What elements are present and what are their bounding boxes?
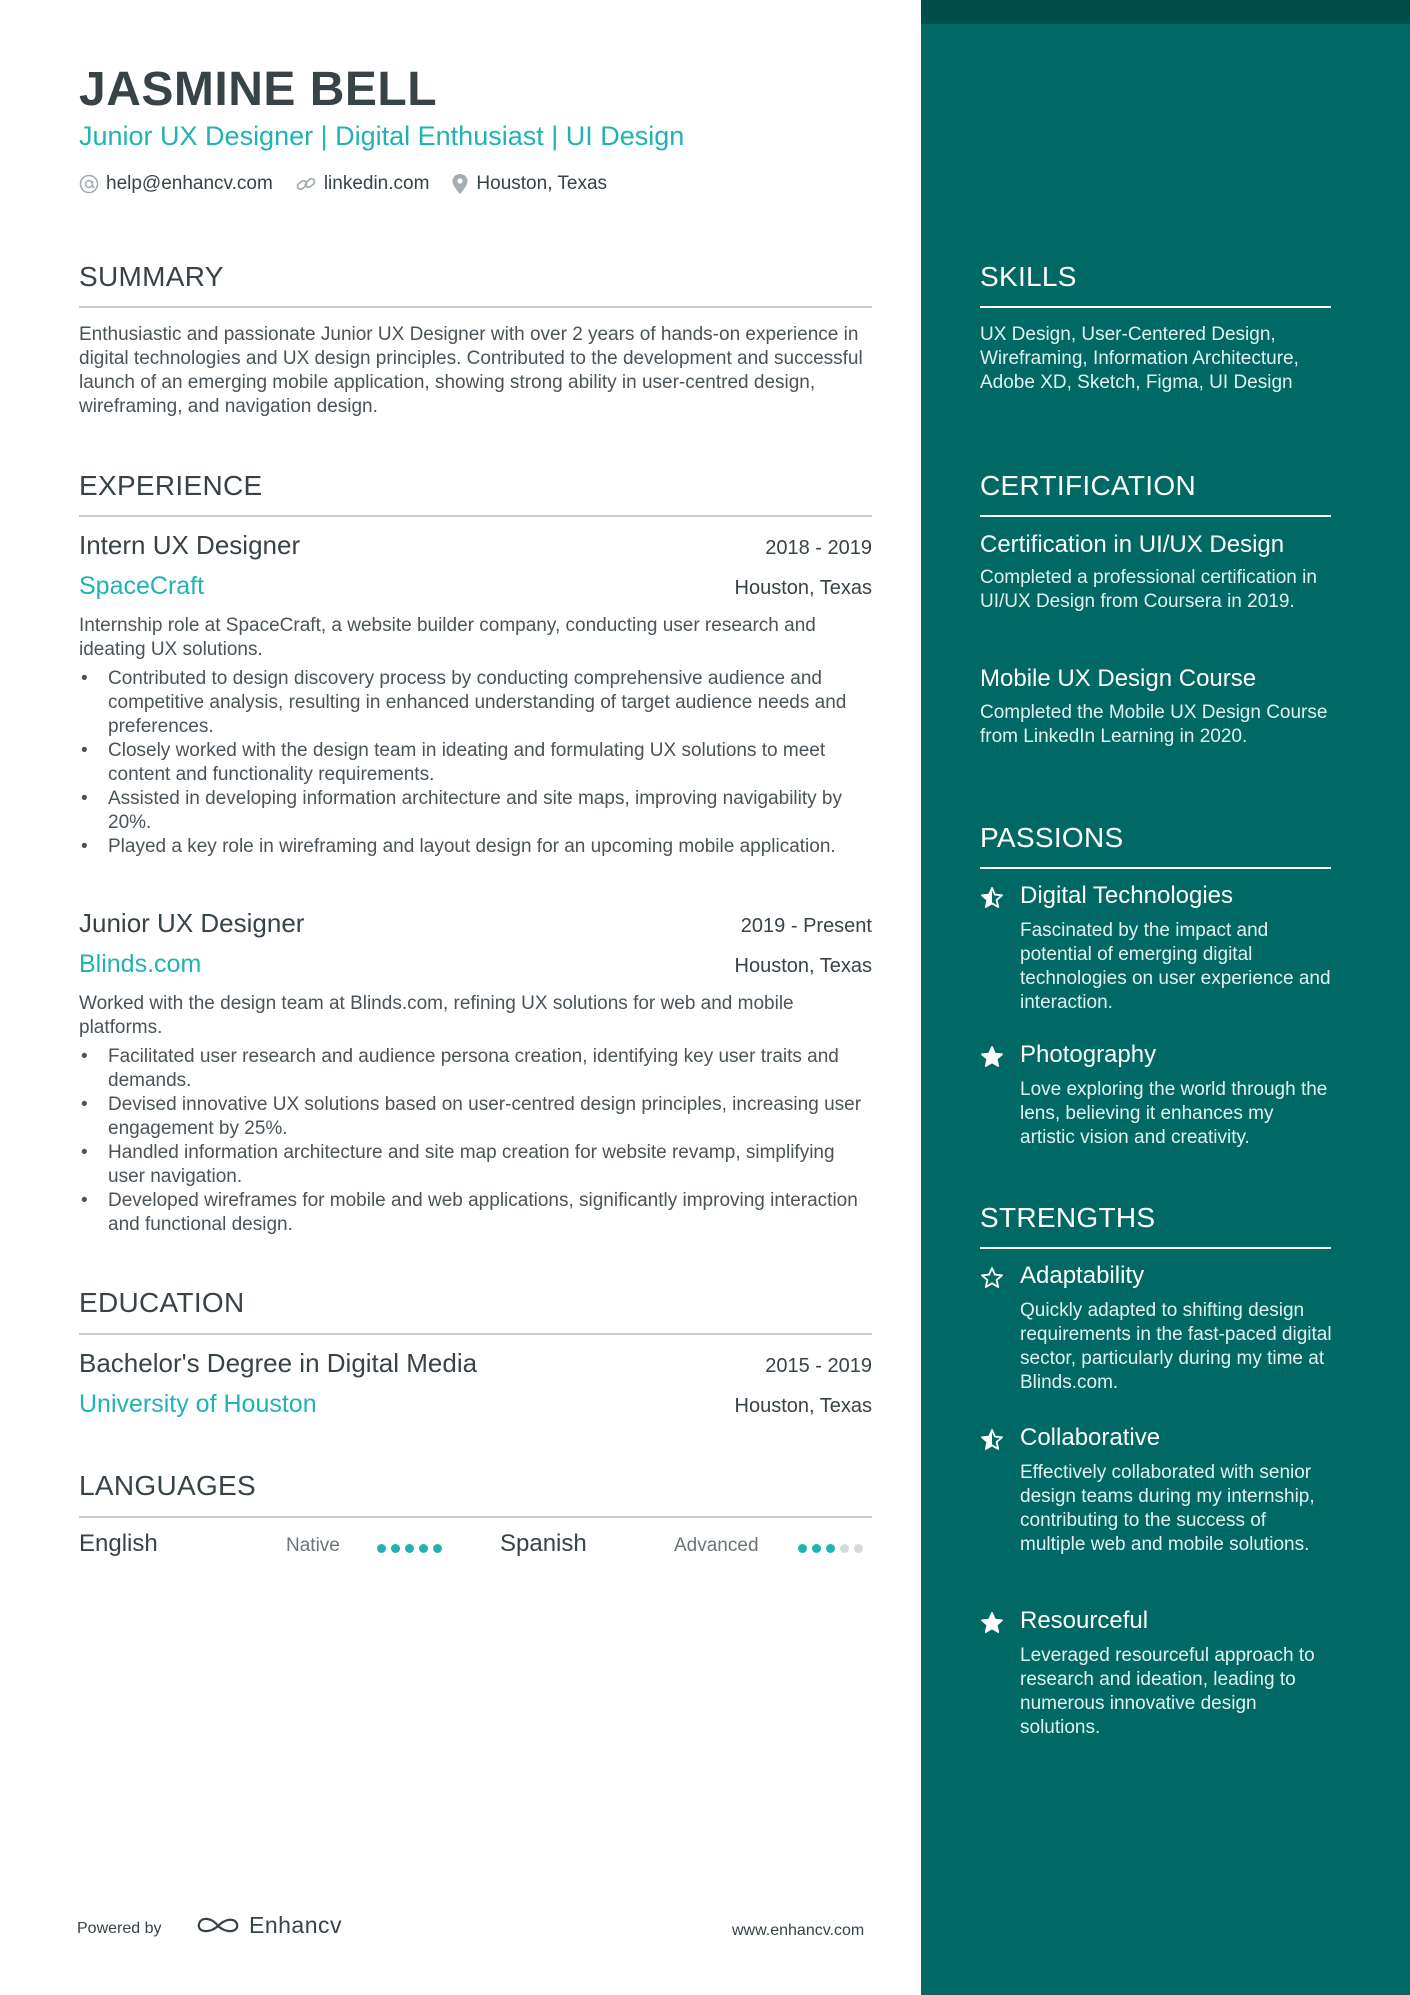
job-bullet: • Contributed to design discovery process by conducting comprehensive audience and competitive analysis, resulting in enhanced understanding of target audience needs and preferences. (79, 667, 872, 739)
certification-heading: CERTIFICATION (980, 470, 1196, 501)
star-icon (980, 1045, 1004, 1069)
rating-dot-filled (419, 1544, 428, 1553)
skills-heading: SKILLS (980, 261, 1077, 292)
certification-title: Certification in UI/UX Design (980, 531, 1285, 558)
enhancv-logo[interactable] (195, 1912, 342, 1939)
experience-divider (79, 515, 872, 517)
job-dates: 2019 - Present (740, 915, 872, 937)
job-header (79, 530, 872, 561)
job-header (79, 908, 872, 939)
candidate-title: Junior UX Designer | Digital Enthusiast | UI Design (79, 121, 685, 151)
job-bullet: • Devised innovative UX solutions based on user-centred design principles, increasing user engagement by 25%. (79, 1093, 872, 1141)
job-location: Houston, Texas (734, 955, 872, 977)
job-bullet: • Handled information architecture and site map creation for website revamp, simplifying user navigation. (79, 1141, 872, 1189)
languages-divider (79, 1516, 872, 1518)
certification-text: Completed a professional certification in UI/UX Design from Coursera in 2019. (980, 567, 1317, 612)
summary-divider (79, 306, 872, 308)
rating-dot-filled (826, 1544, 835, 1553)
education-divider (79, 1333, 872, 1335)
strength-text: Quickly adapted to shifting design requirements in the fast-paced digital sector, particularly during my time at Blinds.com. (1020, 1300, 1332, 1393)
strength-title: Resourceful (1020, 1607, 1149, 1634)
languages-row (79, 1530, 872, 1566)
education-school-row (79, 1390, 872, 1419)
sidebar (921, 0, 1410, 1995)
certification-divider (980, 515, 1331, 517)
rating-dot-filled (405, 1544, 414, 1553)
contact-location (451, 173, 607, 195)
brand-name: Enhancv (249, 1912, 343, 1938)
rating-dot-filled (391, 1544, 400, 1553)
language-name: English (79, 1530, 158, 1557)
skills-text: UX Design, User-Centered Design, Wireframing, Information Architecture, Adobe XD, Sketch, Figma, UI Design (980, 324, 1299, 393)
rating-dot-filled (798, 1544, 807, 1553)
sidebar-top-bar (921, 0, 1410, 24)
job-description: Internship role at SpaceCraft, a website builder company, conducting user research and ideating UX solutions. (79, 615, 816, 660)
passions-heading: PASSIONS (980, 822, 1124, 853)
language-level: Advanced (674, 1535, 759, 1556)
education-header (79, 1348, 872, 1379)
certification-text: Completed the Mobile UX Design Course from LinkedIn Learning in 2020. (980, 702, 1328, 747)
job-role: Intern UX Designer (79, 530, 301, 560)
contact-website[interactable] (295, 173, 430, 195)
language-rating (798, 1544, 868, 1553)
location-pin-icon (451, 173, 469, 195)
email-text: help@enhancv.com (106, 173, 273, 194)
rating-dot-filled (377, 1544, 386, 1553)
footer-url[interactable]: www.enhancv.com (732, 1922, 865, 1939)
summary-heading: SUMMARY (79, 261, 224, 292)
rating-dot-empty (840, 1544, 849, 1553)
education-degree: Bachelor's Degree in Digital Media (79, 1348, 478, 1378)
passion-title: Digital Technologies (1020, 882, 1234, 909)
job-company-row (79, 950, 872, 979)
job-company: Blinds.com (79, 950, 202, 978)
strength-text: Leveraged resourceful approach to research and ideation, leading to numerous innovative design solutions. (1020, 1645, 1315, 1738)
job-description: Worked with the design team at Blinds.com, refining UX solutions for web and mobile platforms. (79, 993, 794, 1038)
job-bullet-list (79, 1045, 872, 1237)
strength-title: Adaptability (1020, 1262, 1145, 1289)
contact-email[interactable] (79, 173, 273, 195)
half-star-icon (980, 886, 1004, 910)
education-location: Houston, Texas (734, 1395, 872, 1417)
job-company: SpaceCraft (79, 572, 205, 600)
summary-text: Enthusiastic and passionate Junior UX Designer with over 2 years of hands-on experience in digital technologies and UX design principles. Contributed to the development and successful launch of an emerging mobile application, showing strong ability in user-centred design, wireframing, and navigation design. (79, 324, 863, 417)
passion-title: Photography (1020, 1041, 1157, 1068)
location-text: Houston, Texas (476, 173, 608, 194)
passion-text: Fascinated by the impact and potential of emerging digital technologies on user experience and interaction. (1020, 920, 1331, 1013)
link-icon (295, 174, 317, 194)
language-rating (377, 1544, 447, 1553)
rating-dot-filled (433, 1544, 442, 1553)
star-outline-icon (980, 1266, 1004, 1290)
infinity-logo-icon (195, 1914, 241, 1938)
job-bullet: • Facilitated user research and audience persona creation, identifying key user traits and demands. (79, 1045, 872, 1093)
rating-dot-empty (854, 1544, 863, 1553)
passions-divider (980, 867, 1331, 869)
strength-text: Effectively collaborated with senior design teams during my internship, contributing to the success of multiple web and mobile solutions. (1020, 1462, 1315, 1555)
at-icon (79, 174, 99, 194)
job-bullet: • Assisted in developing information architecture and site maps, improving navigability by 20%. (79, 787, 872, 835)
experience-heading: EXPERIENCE (79, 470, 263, 501)
star-icon (980, 1611, 1004, 1635)
education-heading: EDUCATION (79, 1287, 245, 1318)
website-text: linkedin.com (323, 173, 430, 194)
strength-title: Collaborative (1020, 1424, 1161, 1451)
certification-title: Mobile UX Design Course (980, 665, 1257, 692)
job-location: Houston, Texas (734, 577, 872, 599)
job-bullet: • Developed wireframes for mobile and web applications, significantly improving interaction and functional design. (79, 1189, 872, 1237)
education-dates: 2015 - 2019 (765, 1355, 872, 1377)
language-level: Native (286, 1535, 340, 1556)
job-dates: 2018 - 2019 (765, 537, 872, 559)
job-company-row (79, 572, 872, 601)
job-role: Junior UX Designer (79, 908, 305, 938)
education-school: University of Houston (79, 1390, 317, 1418)
strengths-heading: STRENGTHS (980, 1202, 1156, 1233)
strengths-divider (980, 1247, 1331, 1249)
rating-dot-filled (812, 1544, 821, 1553)
powered-by-label: Powered by (77, 1920, 162, 1937)
job-bullet: • Played a key role in wireframing and layout design for an upcoming mobile application. (79, 835, 872, 859)
job-bullet-list (79, 667, 872, 859)
contact-info (79, 173, 629, 195)
skills-divider (980, 306, 1331, 308)
language-name: Spanish (500, 1530, 587, 1557)
half-star-icon (980, 1428, 1004, 1452)
passion-text: Love exploring the world through the lens, believing it enhances my artistic vision and creativity. (1020, 1079, 1328, 1148)
languages-heading: LANGUAGES (79, 1470, 256, 1501)
job-bullet: • Closely worked with the design team in ideating and formulating UX solutions to meet content and functionality requirements. (79, 739, 872, 787)
candidate-name: JASMINE BELL (79, 63, 438, 116)
